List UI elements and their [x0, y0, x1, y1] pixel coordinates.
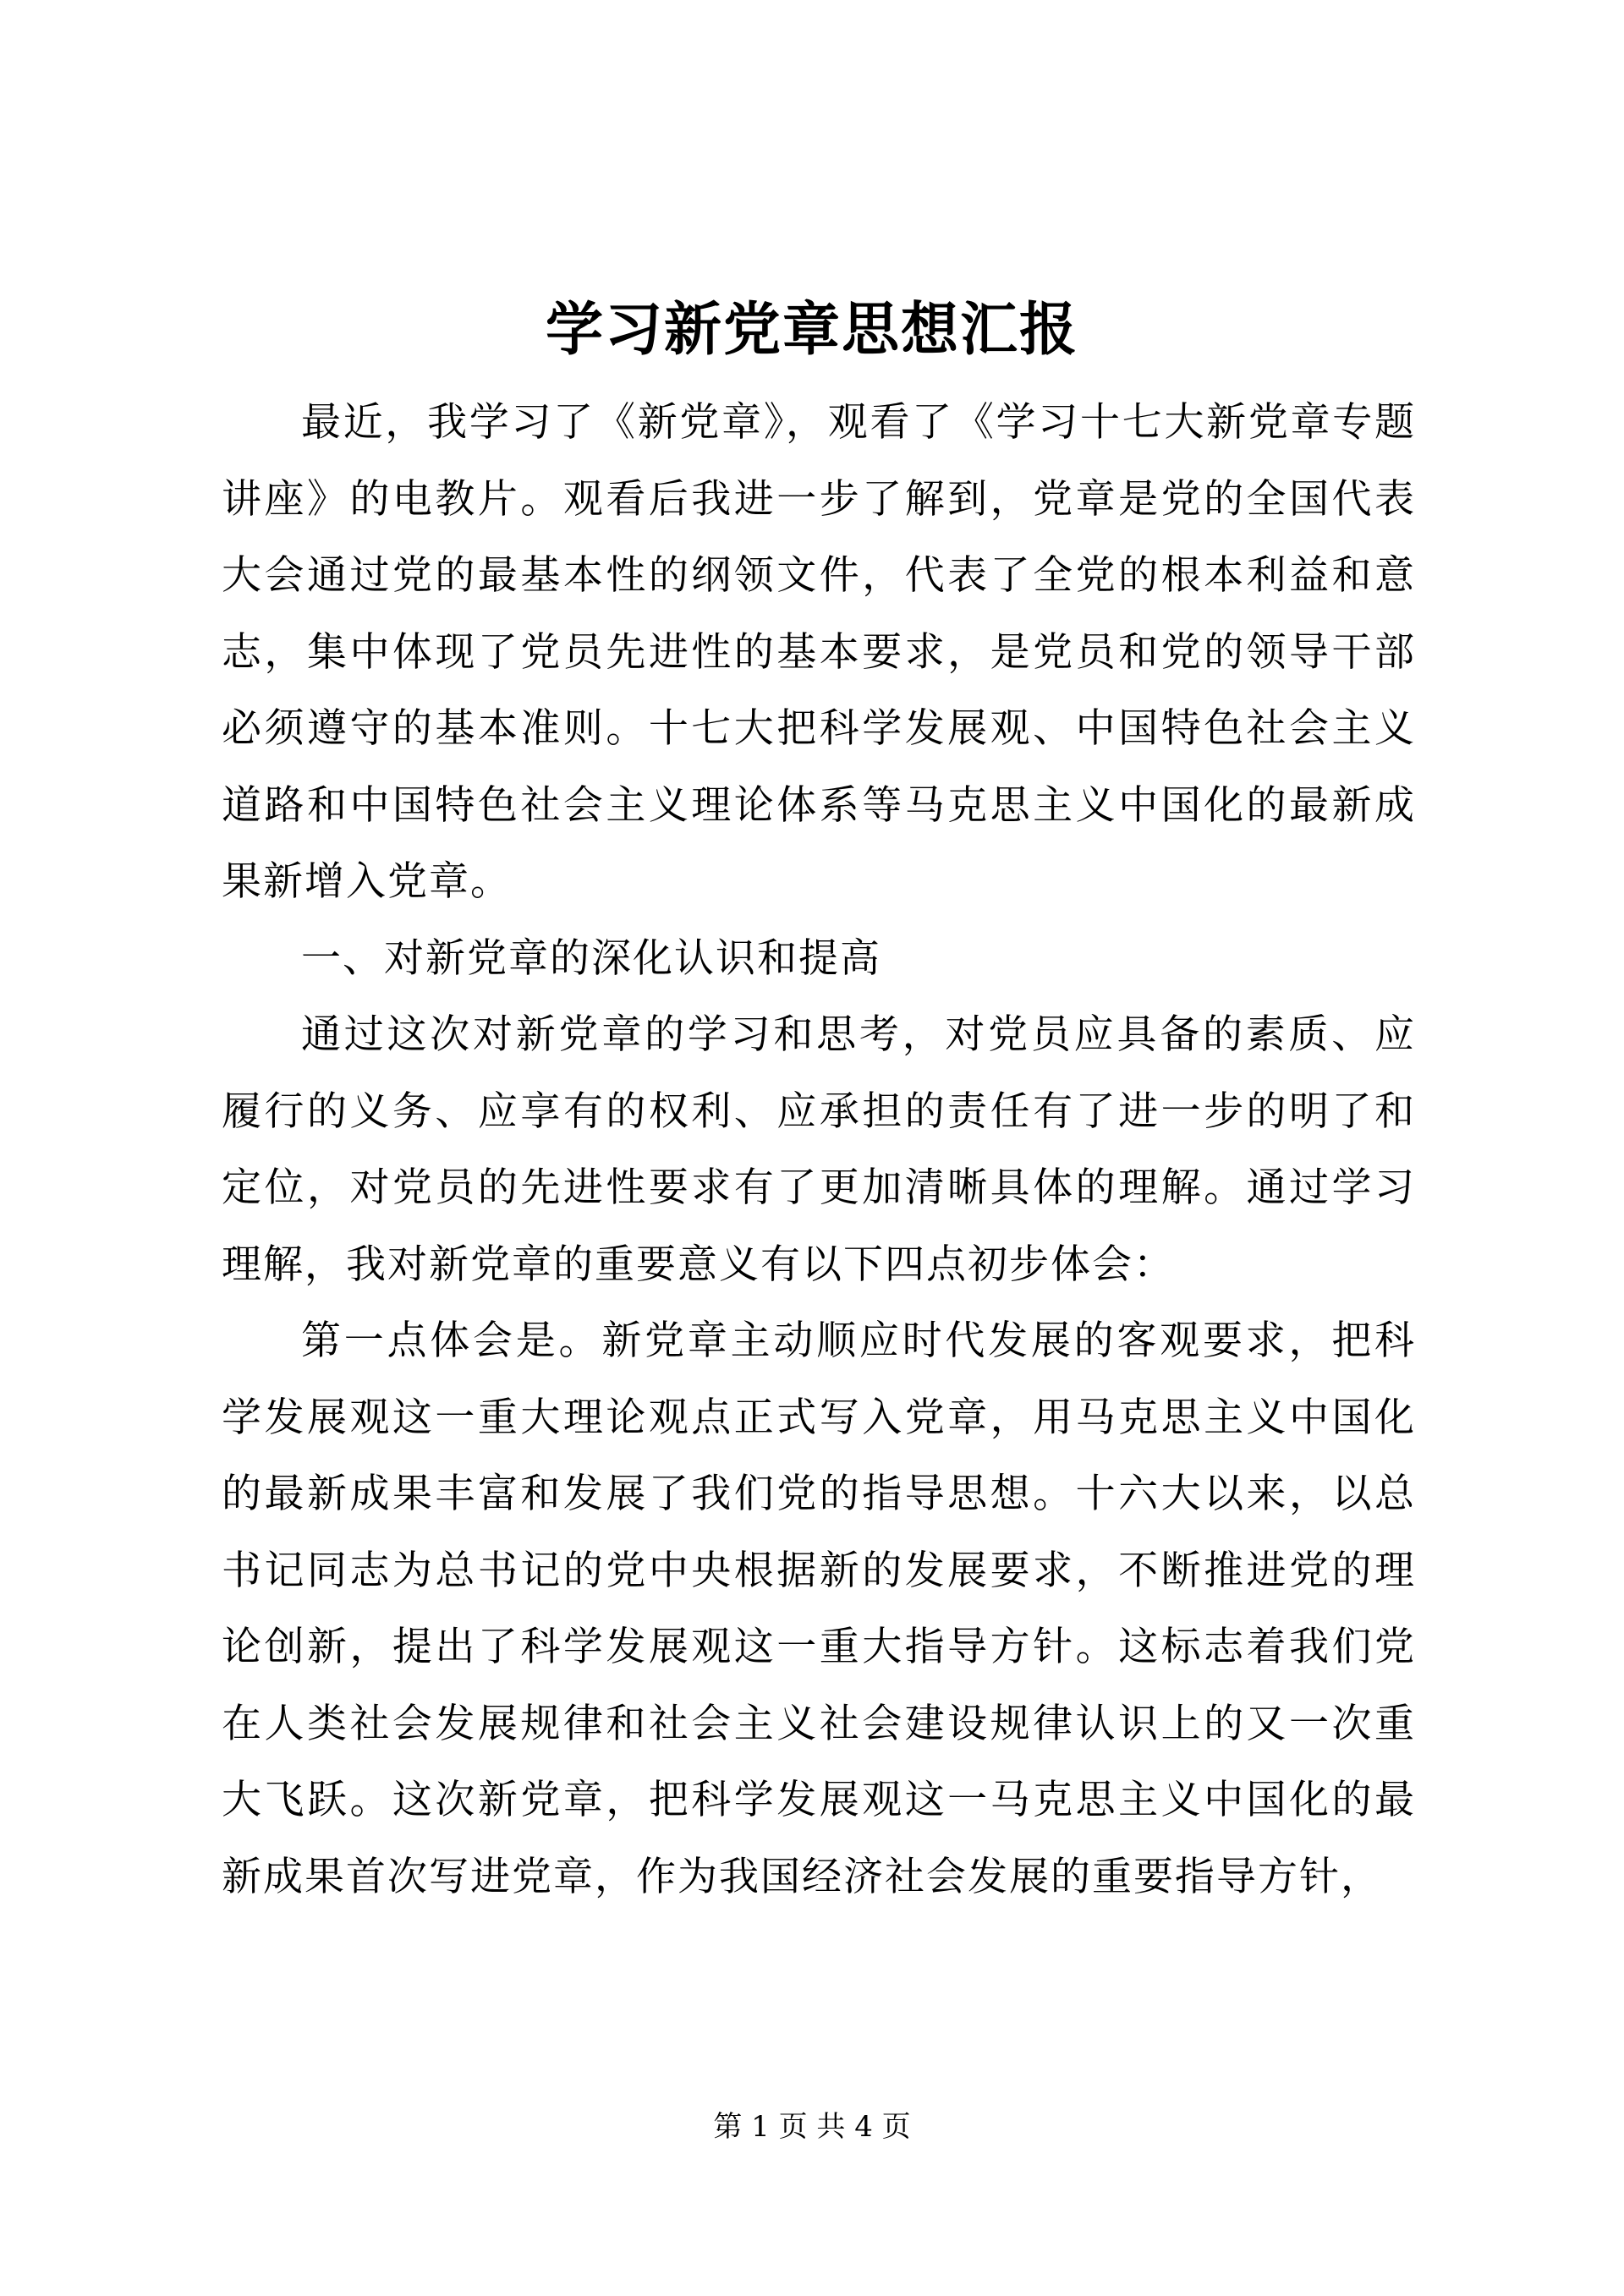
- page-number-footer: 第 1 页 共 4 页: [713, 2110, 911, 2144]
- section-heading: 一、对新党章的深化认识和提高: [301, 934, 881, 982]
- document-title: 学习新党章思想汇报: [545, 296, 1078, 364]
- paragraph-first-point: 第一点体会是。新党章主动顺应时代发展的客观要求，把科学发展观这一重大理论观点正式写入党章，用马克思主义中国化的最新成果丰富和发展了我们党的指导思想。十六大以来，以总书记同志为总书记的党中央根据新的发展要求，不断推进党的理论创新，提出了科学发展观这一重大指导方针。这标志着我们党在人类社会发展规律和社会主义社会建设规律认识上的又一次重大飞跃。这次新党章，把科学发展观这一马克思主义中国化的最新成果首次写进党章，作为我国经济社会发展的重要指导方针，: [222, 1318, 1416, 1900]
- document-body: [222, 385, 1416, 1915]
- paragraph-understanding: 通过这次对新党章的学习和思考，对党员应具备的素质、应履行的义务、应享有的权利、应承担的责任有了进一步的明了和定位，对党员的先进性要求有了更加清晰具体的理解。通过学习理解，我对新党章的重要意义有以下四点初步体会：: [222, 1011, 1416, 1288]
- paragraph-intro: 最近，我学习了《新党章》，观看了《学习十七大新党章专题讲座》的电教片。观看后我进一步了解到，党章是党的全国代表大会通过党的最基本性的纲领文件，代表了全党的根本利益和意志，集中体现了党员先进性的基本要求，是党员和党的领导干部必须遵守的基本准则。十七大把科学发展观、中国特色社会主义道路和中国特色社会主义理论体系等马克思主义中国化的最新成果新增入党章。: [222, 399, 1416, 905]
